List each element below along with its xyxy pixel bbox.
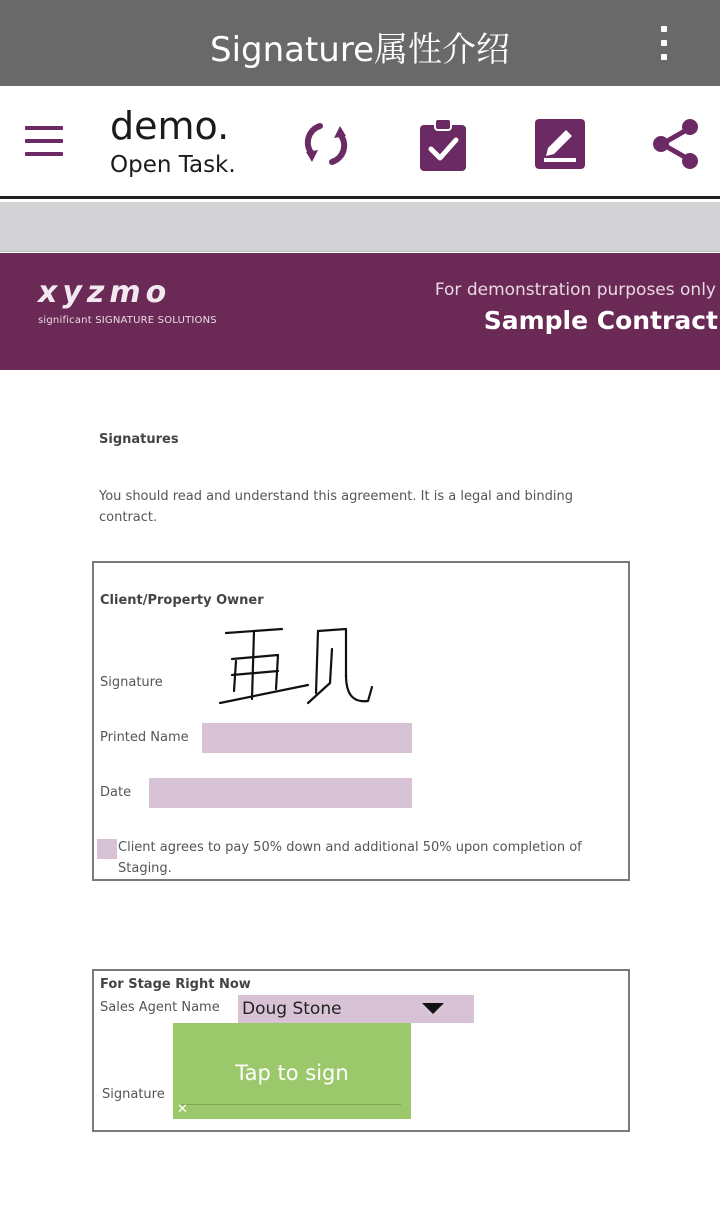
title-bar bbox=[0, 0, 720, 86]
agreement-checkbox[interactable] bbox=[97, 839, 117, 859]
agent-name-label: Sales Agent Name bbox=[100, 1000, 220, 1015]
drawn-signature[interactable] bbox=[212, 619, 382, 719]
app-name: demo. bbox=[110, 104, 230, 148]
window-title: Signature属性介绍 bbox=[209, 30, 511, 70]
document-title: Sample Contract bbox=[483, 306, 718, 335]
tap-to-sign-label: Tap to sign bbox=[235, 1061, 349, 1085]
edit-icon[interactable] bbox=[532, 116, 588, 172]
agent-heading: For Stage Right Now bbox=[100, 977, 251, 992]
clipboard-check-icon[interactable] bbox=[415, 116, 471, 172]
document-toolbar-strip bbox=[0, 202, 720, 252]
logo-tagline: significant SIGNATURE SOLUTIONS bbox=[38, 315, 217, 326]
agent-name-select[interactable] bbox=[238, 995, 474, 1023]
printed-name-field[interactable] bbox=[202, 723, 412, 753]
legal-notice: You should read and understand this agreement. It is a legal and binding contract. bbox=[99, 489, 573, 525]
agreement-text: Client agrees to pay 50% down and additional 50% upon completion of Staging. bbox=[118, 840, 582, 876]
date-label: Date bbox=[100, 785, 132, 800]
sign-here-x-icon: ✕ bbox=[177, 1102, 188, 1117]
more-vert-icon[interactable] bbox=[646, 22, 682, 64]
client-heading: Client/Property Owner bbox=[100, 593, 264, 608]
signature-label: Signature bbox=[100, 675, 163, 690]
app-brand bbox=[110, 104, 236, 180]
tap-to-sign-button[interactable] bbox=[173, 1023, 411, 1119]
agent-signature-label: Signature bbox=[102, 1087, 165, 1102]
menu-icon[interactable] bbox=[22, 122, 66, 162]
sync-icon[interactable] bbox=[298, 116, 354, 172]
task-status: Open Task. bbox=[110, 152, 236, 178]
section-title: Signatures bbox=[99, 432, 179, 447]
demo-note: For demonstration purposes only bbox=[434, 280, 716, 300]
agent-name-value: Doug Stone bbox=[242, 999, 342, 1019]
company-logo: xyzmo bbox=[38, 275, 172, 310]
date-field[interactable] bbox=[149, 778, 412, 808]
share-icon[interactable] bbox=[648, 116, 704, 172]
agent-signature-box bbox=[92, 969, 630, 1132]
signature-baseline bbox=[181, 1104, 401, 1105]
printed-name-label: Printed Name bbox=[100, 730, 189, 745]
client-signature-box bbox=[92, 561, 630, 881]
document-header bbox=[0, 253, 720, 370]
dropdown-caret-icon bbox=[422, 1003, 444, 1014]
toolbar bbox=[0, 86, 720, 199]
